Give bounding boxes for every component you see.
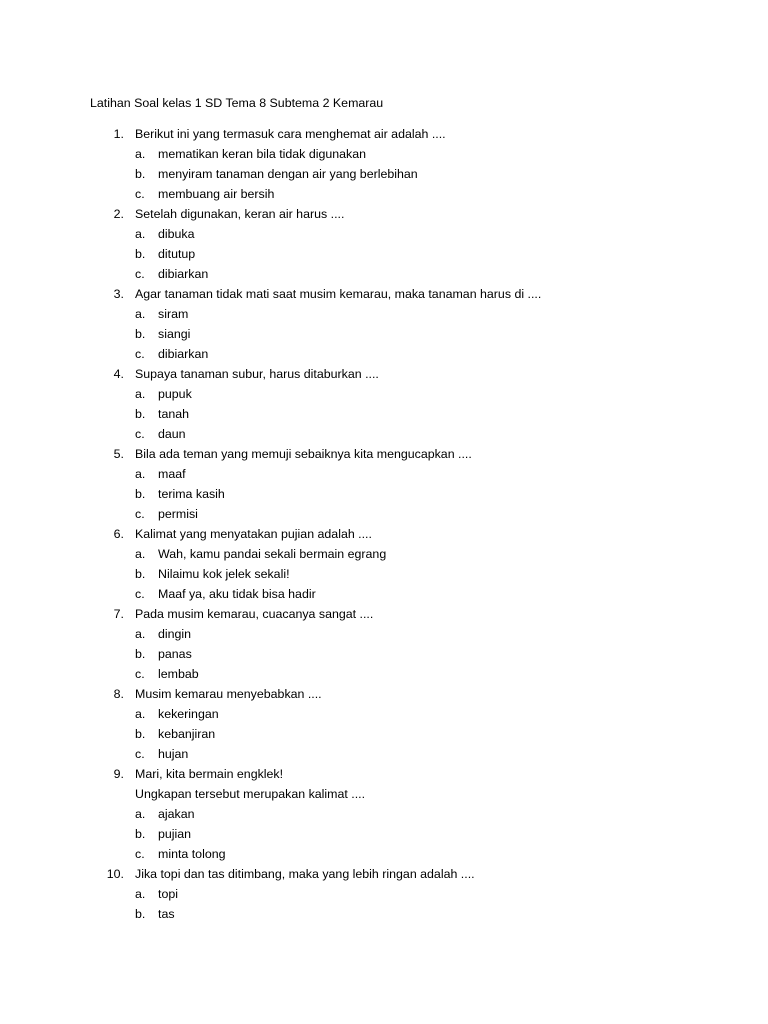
option-letter: b. bbox=[135, 487, 146, 501]
answer-option bbox=[0, 384, 768, 404]
question-item bbox=[0, 524, 768, 604]
question-number: 5. bbox=[113, 447, 124, 461]
option-letter: a. bbox=[135, 707, 146, 721]
question-number: 2. bbox=[113, 207, 124, 221]
question-item bbox=[0, 284, 768, 364]
answer-option bbox=[0, 324, 768, 344]
option-text: siram bbox=[158, 307, 189, 321]
question-item bbox=[0, 764, 768, 864]
question-number: 7. bbox=[113, 607, 124, 621]
question-number: 6. bbox=[113, 527, 124, 541]
answer-option bbox=[0, 744, 768, 764]
option-text: dibiarkan bbox=[158, 347, 209, 361]
option-text: topi bbox=[158, 887, 178, 901]
option-text: minta tolong bbox=[158, 847, 226, 861]
question-line bbox=[0, 684, 768, 704]
question-text: Kalimat yang menyatakan pujian adalah .... bbox=[135, 527, 372, 541]
question-item bbox=[0, 684, 768, 764]
question-line bbox=[0, 124, 768, 144]
option-text: terima kasih bbox=[158, 487, 225, 501]
answer-option bbox=[0, 224, 768, 244]
question-number: 4. bbox=[113, 367, 124, 381]
question-line bbox=[0, 284, 768, 304]
option-letter: a. bbox=[135, 627, 146, 641]
question-line bbox=[0, 764, 768, 784]
option-letter: b. bbox=[135, 907, 146, 921]
question-text: Supaya tanaman subur, harus ditaburkan .... bbox=[135, 367, 379, 381]
question-item bbox=[0, 864, 768, 924]
option-text: tanah bbox=[158, 407, 190, 421]
question-text: Mari, kita bermain engklek! bbox=[135, 767, 284, 781]
option-letter: c. bbox=[135, 347, 145, 361]
option-text: siangi bbox=[158, 327, 191, 341]
option-letter: c. bbox=[135, 187, 145, 201]
answer-option bbox=[0, 464, 768, 484]
question-line-continued bbox=[0, 784, 768, 804]
question-text: Jika topi dan tas ditimbang, maka yang lebih ringan adalah .... bbox=[135, 867, 475, 881]
option-text: hujan bbox=[158, 747, 189, 761]
answer-option bbox=[0, 544, 768, 564]
question-line bbox=[0, 364, 768, 384]
option-text: daun bbox=[158, 427, 186, 441]
answer-option bbox=[0, 164, 768, 184]
answer-option bbox=[0, 704, 768, 724]
question-line bbox=[0, 444, 768, 464]
option-text: lembab bbox=[158, 667, 199, 681]
answer-option bbox=[0, 844, 768, 864]
question-text: Berikut ini yang termasuk cara menghemat air adalah .... bbox=[135, 127, 446, 141]
answer-option bbox=[0, 344, 768, 364]
option-text: pupuk bbox=[158, 387, 192, 401]
question-item bbox=[0, 364, 768, 444]
answer-option bbox=[0, 804, 768, 824]
question-number: 10. bbox=[106, 867, 124, 881]
option-letter: b. bbox=[135, 727, 146, 741]
question-text: Bila ada teman yang memuji sebaiknya kita mengucapkan .... bbox=[135, 447, 472, 461]
answer-option bbox=[0, 304, 768, 324]
option-letter: a. bbox=[135, 547, 146, 561]
question-text: Ungkapan tersebut merupakan kalimat .... bbox=[135, 787, 366, 801]
option-letter: a. bbox=[135, 887, 146, 901]
option-letter: a. bbox=[135, 227, 146, 241]
answer-option bbox=[0, 404, 768, 424]
option-text: ajakan bbox=[158, 807, 195, 821]
option-text: kebanjiran bbox=[158, 727, 216, 741]
question-text: Setelah digunakan, keran air harus .... bbox=[135, 207, 345, 221]
option-text: dingin bbox=[158, 627, 192, 641]
option-letter: c. bbox=[135, 747, 145, 761]
answer-option bbox=[0, 724, 768, 744]
question-line bbox=[0, 204, 768, 224]
option-letter: a. bbox=[135, 807, 146, 821]
answer-option bbox=[0, 664, 768, 684]
option-letter: a. bbox=[135, 307, 146, 321]
option-text: tas bbox=[158, 907, 175, 921]
option-letter: b. bbox=[135, 647, 146, 661]
option-text: Nilaimu kok jelek sekali! bbox=[158, 567, 290, 581]
option-text: permisi bbox=[158, 507, 198, 521]
option-letter: c. bbox=[135, 847, 145, 861]
question-text: Musim kemarau menyebabkan .... bbox=[135, 687, 322, 701]
document-title: Latihan Soal kelas 1 SD Tema 8 Subtema 2 Kemarau bbox=[90, 96, 384, 110]
answer-option bbox=[0, 824, 768, 844]
option-text: Maaf ya, aku tidak bisa hadir bbox=[158, 587, 316, 601]
question-line bbox=[0, 604, 768, 624]
question-item bbox=[0, 124, 768, 204]
answer-option bbox=[0, 244, 768, 264]
answer-option bbox=[0, 644, 768, 664]
answer-option bbox=[0, 504, 768, 524]
option-letter: b. bbox=[135, 567, 146, 581]
question-number: 9. bbox=[113, 767, 124, 781]
option-letter: c. bbox=[135, 267, 145, 281]
answer-option bbox=[0, 564, 768, 584]
option-text: Wah, kamu pandai sekali bermain egrang bbox=[158, 547, 387, 561]
question-line bbox=[0, 524, 768, 544]
question-item bbox=[0, 604, 768, 684]
answer-option bbox=[0, 584, 768, 604]
option-letter: c. bbox=[135, 587, 145, 601]
option-text: pujian bbox=[158, 827, 192, 841]
answer-option bbox=[0, 484, 768, 504]
option-letter: c. bbox=[135, 667, 145, 681]
question-item bbox=[0, 204, 768, 284]
question-number: 8. bbox=[113, 687, 124, 701]
question-text: Pada musim kemarau, cuacanya sangat .... bbox=[135, 607, 374, 621]
option-letter: b. bbox=[135, 247, 146, 261]
question-list bbox=[0, 124, 768, 924]
option-letter: a. bbox=[135, 387, 146, 401]
option-text: membuang air bersih bbox=[158, 187, 275, 201]
question-number: 3. bbox=[113, 287, 124, 301]
question-number: 1. bbox=[113, 127, 124, 141]
option-letter: b. bbox=[135, 167, 146, 181]
option-text: maaf bbox=[158, 467, 186, 481]
answer-option bbox=[0, 144, 768, 164]
option-letter: a. bbox=[135, 147, 146, 161]
option-letter: b. bbox=[135, 327, 146, 341]
option-text: dibuka bbox=[158, 227, 195, 241]
answer-option bbox=[0, 624, 768, 644]
option-letter: c. bbox=[135, 427, 145, 441]
option-text: kekeringan bbox=[158, 707, 219, 721]
option-text: menyiram tanaman dengan air yang berlebihan bbox=[158, 167, 418, 181]
option-letter: b. bbox=[135, 827, 146, 841]
option-text: mematikan keran bila tidak digunakan bbox=[158, 147, 367, 161]
option-letter: c. bbox=[135, 507, 145, 521]
answer-option bbox=[0, 184, 768, 204]
answer-option bbox=[0, 884, 768, 904]
option-text: ditutup bbox=[158, 247, 196, 261]
option-letter: a. bbox=[135, 467, 146, 481]
answer-option bbox=[0, 264, 768, 284]
question-line bbox=[0, 864, 768, 884]
answer-option bbox=[0, 424, 768, 444]
question-text: Agar tanaman tidak mati saat musim kemarau, maka tanaman harus di .... bbox=[135, 287, 542, 301]
option-text: panas bbox=[158, 647, 192, 661]
option-text: dibiarkan bbox=[158, 267, 209, 281]
answer-option bbox=[0, 904, 768, 924]
question-item bbox=[0, 444, 768, 524]
option-letter: b. bbox=[135, 407, 146, 421]
